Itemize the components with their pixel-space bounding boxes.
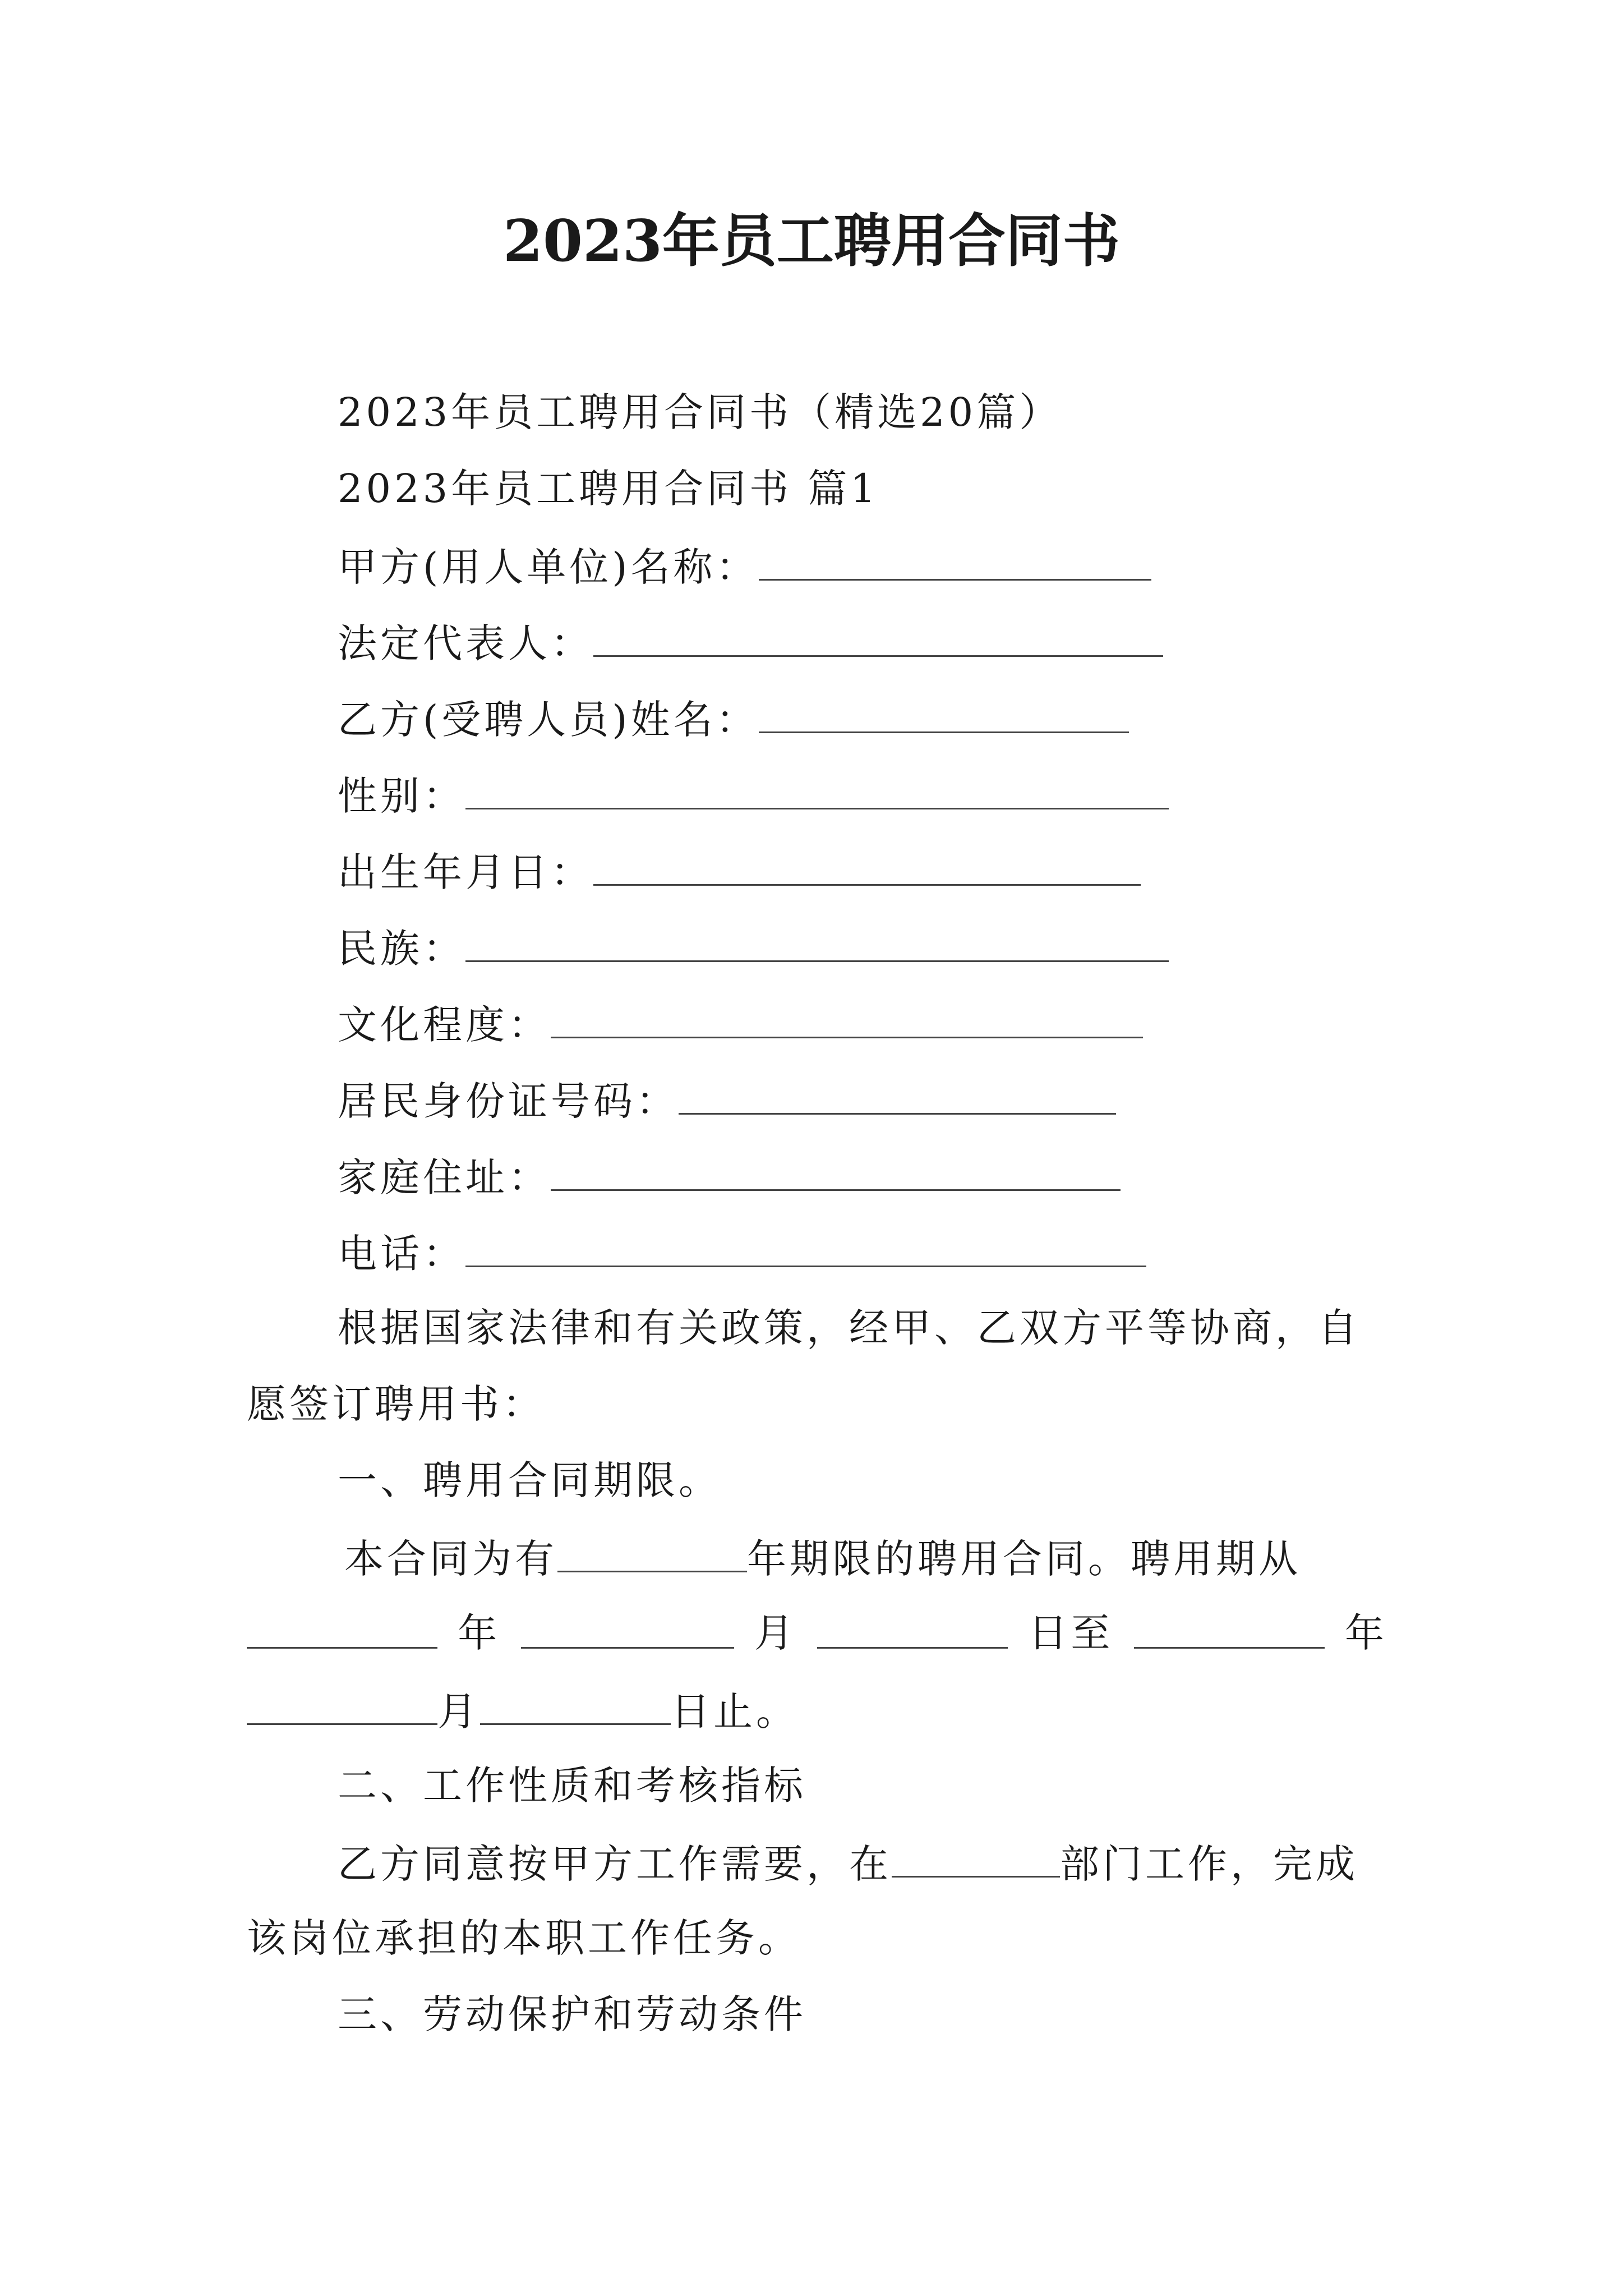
blank-line [551, 997, 1143, 1038]
blank-line [480, 1684, 671, 1725]
blank-line [679, 1074, 1116, 1115]
blank-line [593, 845, 1141, 886]
field-label: 甲方(用人单位)名称： [338, 544, 759, 590]
date-end-label: 日止。 [671, 1688, 799, 1734]
field-home-address [338, 1150, 1121, 1203]
blank-line [759, 540, 1151, 581]
intro-paragraph-line1: 根据国家法律和有关政策，经甲、乙双方平等协商，自 [338, 1305, 1361, 1351]
field-label: 电话： [338, 1231, 465, 1277]
section-heading: 2023年员工聘用合同书 篇1 [338, 466, 879, 512]
field-id-number [338, 1074, 1116, 1126]
field-birth-date [338, 845, 1141, 898]
field-label: 家庭住址： [338, 1154, 551, 1200]
field-label: 乙方(受聘人员)姓名： [338, 697, 759, 743]
blank-line [892, 1837, 1060, 1878]
document-title: 2023年员工聘用合同书 [503, 208, 1120, 275]
field-label: 出生年月日： [338, 849, 593, 895]
clause1-text: 年期限的聘用合同。聘用期从 [747, 1536, 1301, 1582]
blank-line [521, 1608, 734, 1649]
field-label: 居民身份证号码： [338, 1078, 679, 1124]
clause1-date-end-line [247, 1684, 799, 1737]
clause1-date-line [247, 1608, 1387, 1658]
field-label: 文化程度： [338, 1002, 551, 1048]
blank-line [465, 1226, 1146, 1267]
blank-line [817, 1608, 1008, 1649]
field-gender [338, 769, 1169, 821]
clause2-text: 部门工作，完成 [1060, 1841, 1358, 1887]
clause1-line1 [344, 1531, 1301, 1584]
blank-line [593, 616, 1163, 657]
date-month-label: 月 [437, 1688, 480, 1734]
blank-line [465, 769, 1169, 809]
date-year-label: 年 [458, 1610, 501, 1656]
blank-line [1134, 1608, 1325, 1649]
blank-line [551, 1150, 1121, 1191]
intro-paragraph-line2: 愿签订聘用书： [247, 1381, 545, 1427]
date-day-to-label: 日至 [1028, 1610, 1114, 1656]
clause2-heading: 二、工作性质和考核指标 [338, 1763, 806, 1809]
field-label: 法定代表人： [338, 620, 593, 666]
field-label: 性别： [338, 773, 465, 819]
field-label: 民族： [338, 926, 465, 972]
clause2-line2: 该岗位承担的本职工作任务。 [247, 1915, 801, 1961]
field-employee-name [338, 692, 1129, 745]
clause1-heading: 一、聘用合同期限。 [338, 1457, 721, 1503]
clause2-line1 [338, 1837, 1358, 1889]
blank-line [557, 1531, 747, 1572]
date-month-label: 月 [754, 1610, 797, 1656]
clause3-heading: 三、劳动保护和劳动条件 [338, 1991, 806, 2037]
document-subtitle: 2023年员工聘用合同书（精选20篇） [338, 389, 1062, 435]
field-employer-name [338, 540, 1151, 592]
blank-line [247, 1684, 437, 1725]
field-education [338, 997, 1143, 1050]
field-phone [338, 1226, 1146, 1279]
blank-line [759, 692, 1129, 733]
field-legal-representative [338, 616, 1163, 669]
clause1-text: 本合同为有 [344, 1536, 557, 1582]
clause2-text: 乙方同意按甲方工作需要，在 [338, 1841, 892, 1887]
date-year-label: 年 [1344, 1610, 1387, 1656]
blank-line [247, 1608, 437, 1649]
field-ethnicity [338, 921, 1169, 974]
blank-line [465, 921, 1169, 962]
